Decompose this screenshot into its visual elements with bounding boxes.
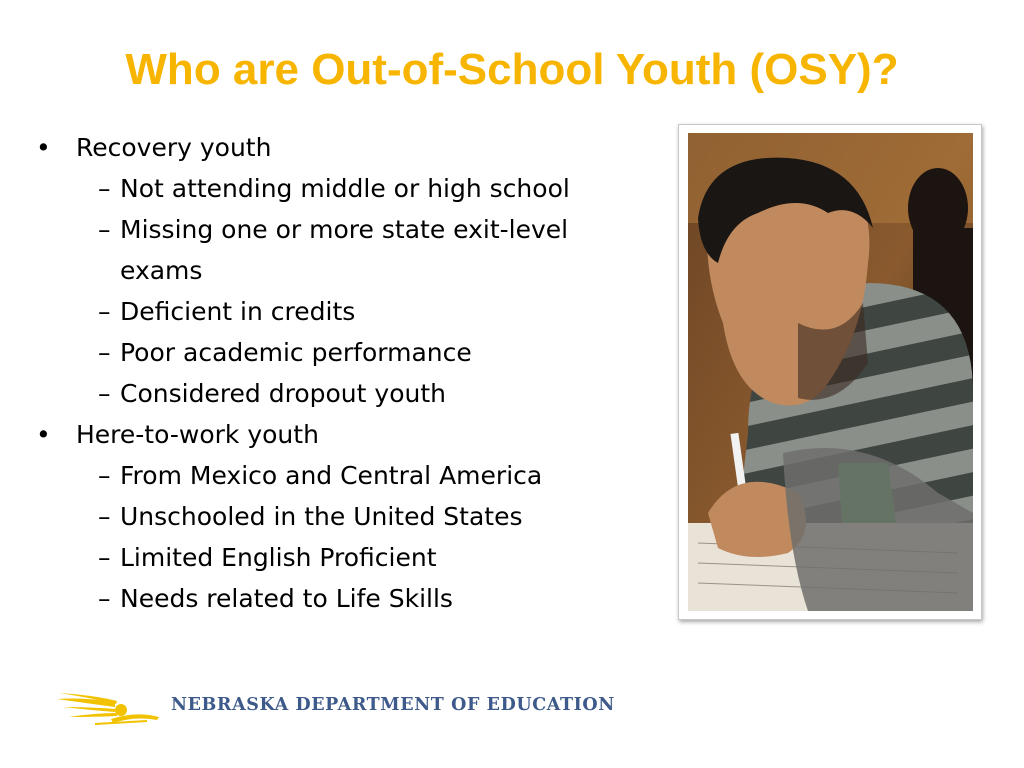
sub-bullet-item (36, 373, 590, 414)
sub-bullet-text: From Mexico and Central America (120, 461, 543, 490)
sub-bullet-text: Needs related to Life Skills (120, 584, 453, 613)
sub-bullet-text: Considered dropout youth (120, 379, 446, 408)
sub-bullet-item (36, 537, 590, 578)
nebraska-sun-logo-icon (55, 683, 165, 729)
sub-bullet-text: Deficient in credits (120, 297, 356, 326)
dash-marker: – (98, 461, 111, 490)
dash-marker: – (98, 379, 111, 408)
nebraska-logo (55, 683, 615, 729)
sub-bullet-text: Poor academic performance (120, 338, 472, 367)
dash-marker: – (98, 297, 111, 326)
bullet-marker: • (36, 133, 51, 162)
sub-bullet-text: Limited English Proficient (120, 543, 437, 572)
sub-bullet-item (36, 291, 590, 332)
student-writing-photo (688, 133, 973, 611)
student-writing-illustration (688, 133, 973, 611)
bullet-text: Recovery youth (76, 133, 272, 162)
photo-frame (678, 124, 982, 620)
dash-marker: – (98, 584, 111, 613)
slide-title: Who are Out-of-School Youth (OSY)? (125, 45, 899, 94)
sub-bullet-item (36, 168, 590, 209)
sub-bullet-item (36, 455, 590, 496)
sub-bullet-item (36, 496, 590, 537)
sub-bullet-item (36, 578, 590, 619)
dash-marker: – (98, 543, 111, 572)
bullet-item-recovery-youth (36, 127, 636, 168)
dash-marker: – (98, 215, 111, 244)
bullet-list (36, 127, 636, 619)
sub-bullet-text: Not attending middle or high school (120, 174, 570, 203)
sub-bullet-item (36, 332, 590, 373)
bullet-marker: • (36, 420, 51, 449)
sub-bullet-text: Unschooled in the United States (120, 502, 523, 531)
dash-marker: – (98, 502, 111, 531)
dash-marker: – (98, 338, 111, 367)
sub-bullet-item (36, 209, 590, 291)
sub-bullet-text: Missing one or more state exit-level exams (120, 215, 569, 285)
dash-marker: – (98, 174, 111, 203)
logo-text: NEBRASKA DEPARTMENT OF EDUCATION (171, 695, 615, 715)
bullet-item-here-to-work-youth (36, 414, 636, 455)
bullet-text: Here-to-work youth (76, 420, 319, 449)
